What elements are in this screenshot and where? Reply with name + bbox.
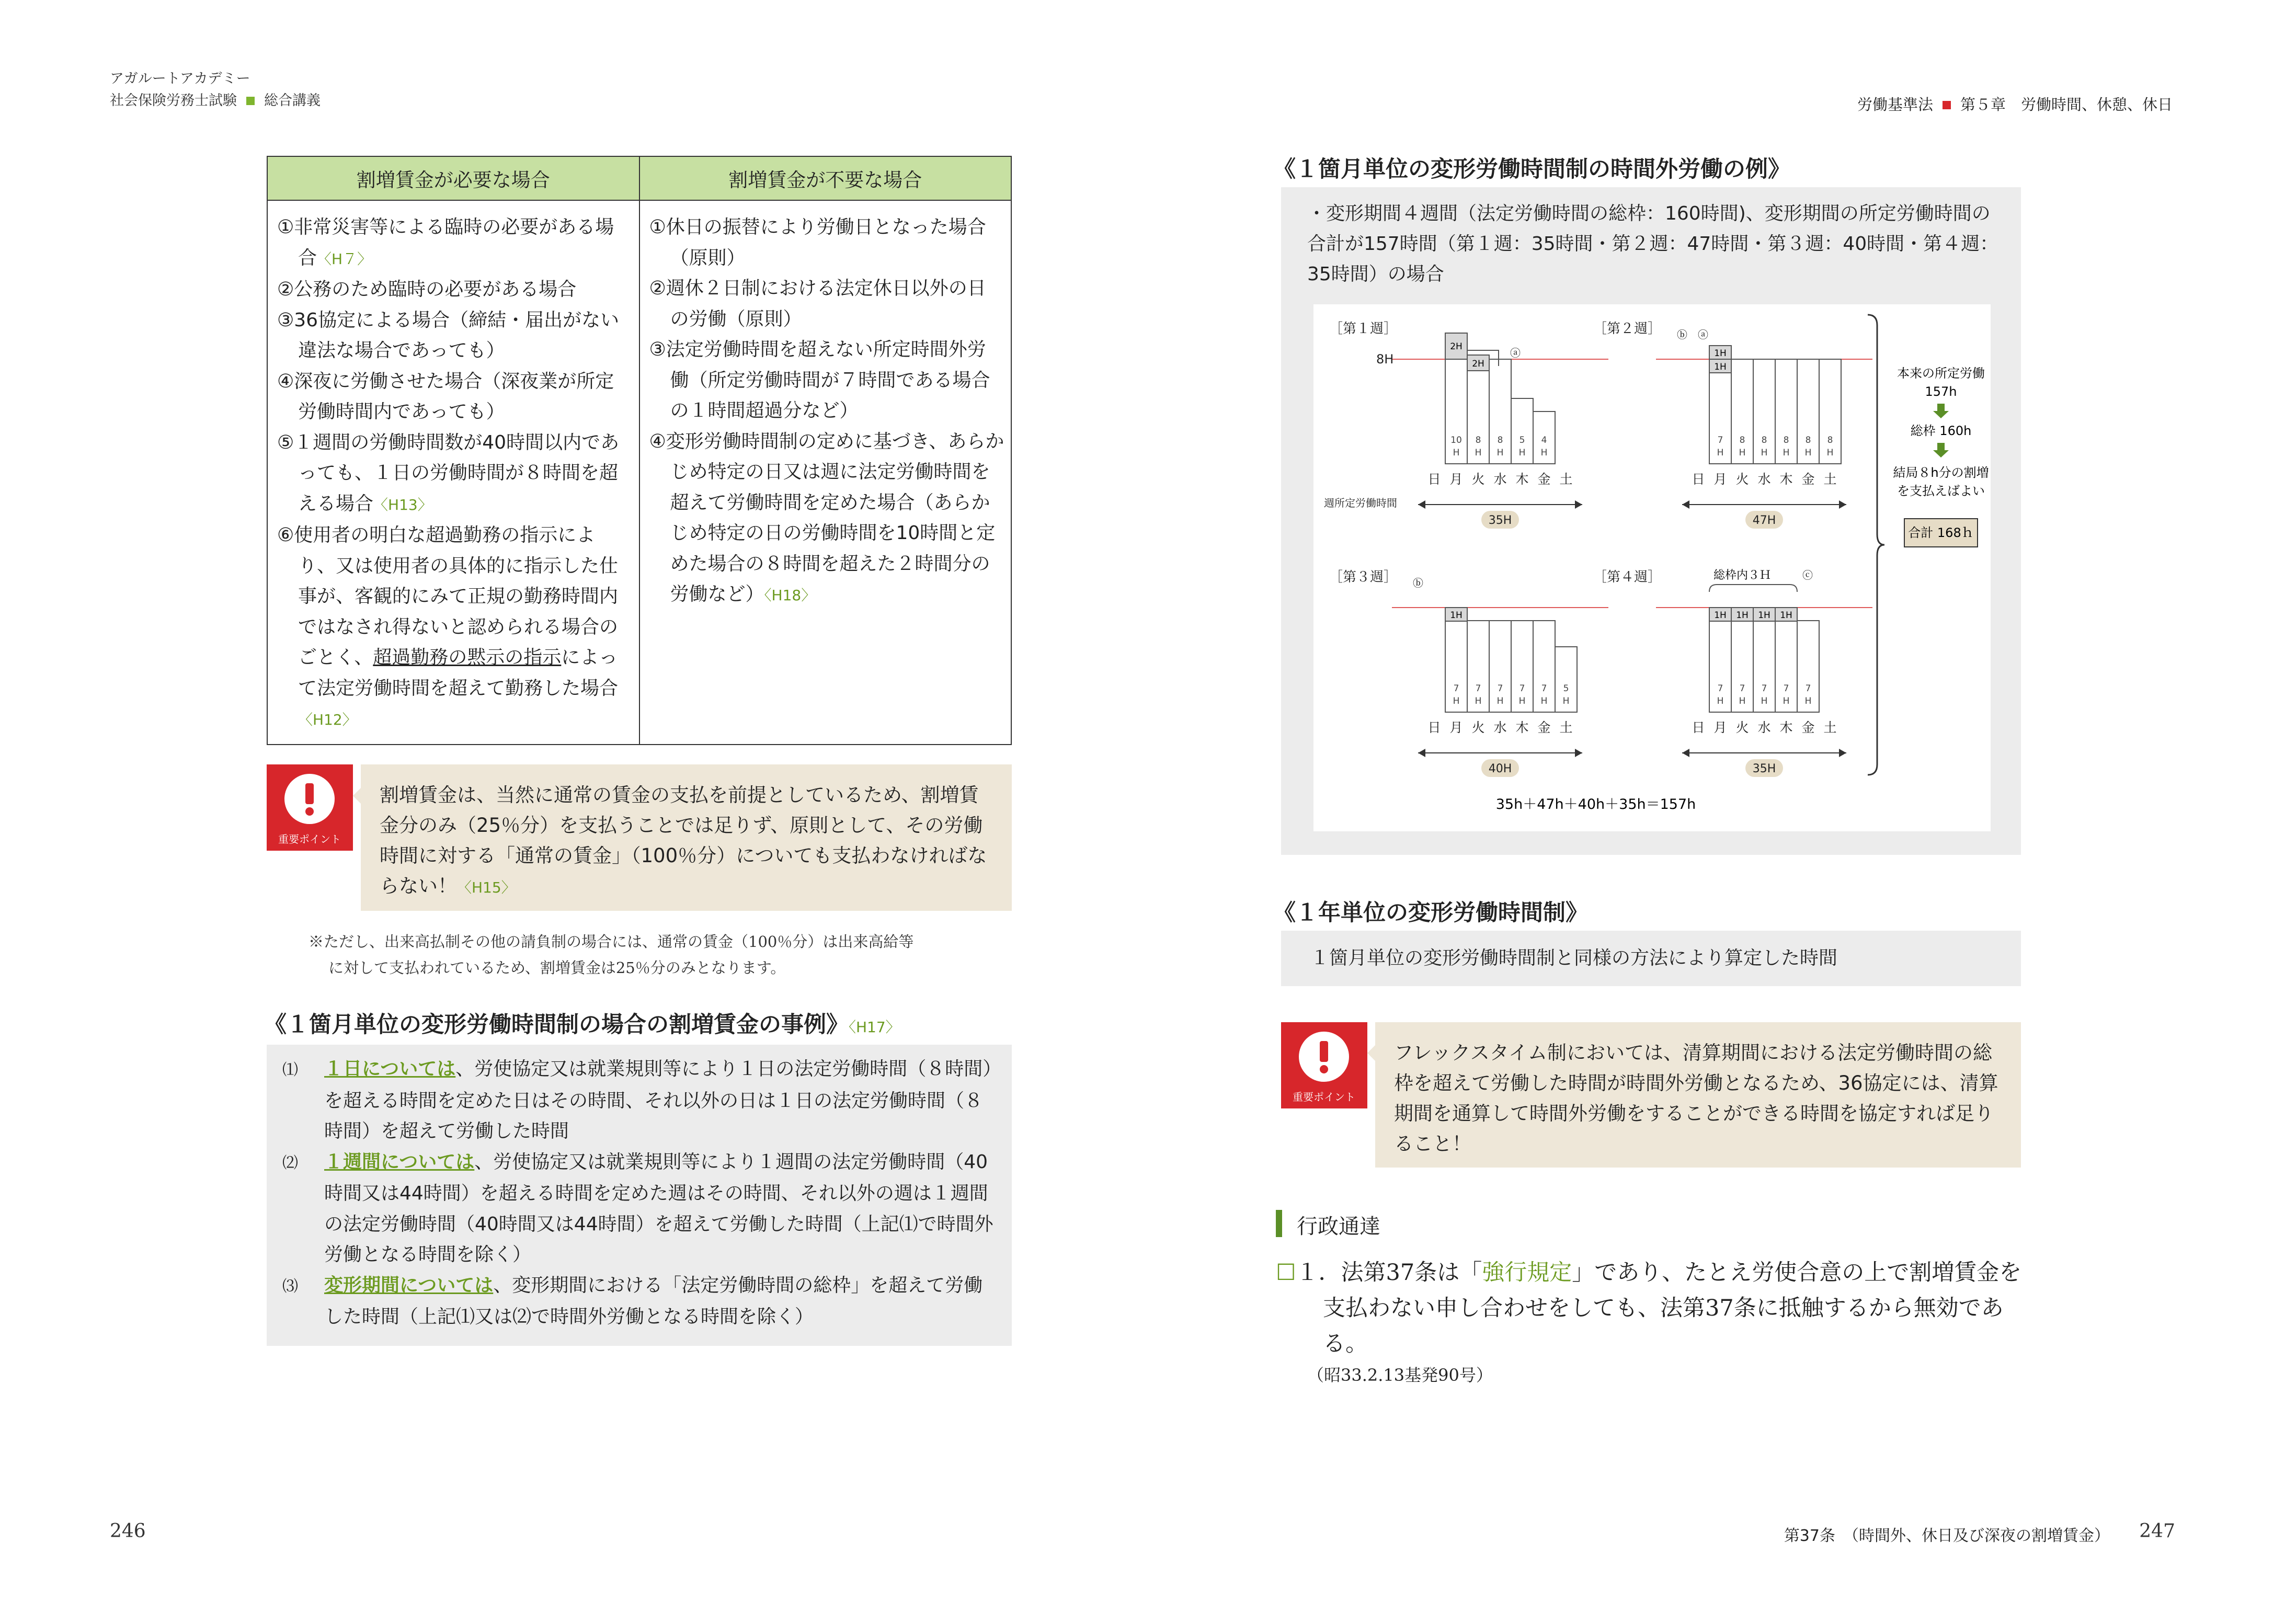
page-number-right: 247 (2139, 1520, 2175, 1542)
day-label: 月 (1449, 720, 1463, 735)
bar-unit: H (1804, 696, 1812, 706)
summary-line: 結局８h分の割増 (1893, 465, 1989, 480)
day-label: 土 (1559, 472, 1573, 487)
arrow-head-left (1682, 749, 1689, 757)
section-marker (1276, 1210, 1282, 1237)
overtime-label: 2H (1450, 341, 1463, 352)
bar-value: 8 (1761, 435, 1767, 445)
list-item: ④深夜に労働させた場合（深夜業が所定労働時間内であっても） (277, 370, 614, 422)
bar-value: 7 (1541, 683, 1547, 694)
important-point-box: 割増賃金は、当然に通常の賃金の支払を前提としているため、割増賃金分のみ（25％分）を支払うことでは足りず、原則として、その労働時間に対する「通常の賃金」（100％分）についても支払わなければならない！〈H15〉 (361, 764, 1012, 911)
bar-unit: H (1826, 448, 1834, 458)
gyosei-title: 行政通達 (1297, 1215, 1380, 1239)
important-point-box: フレックスタイム制においては、清算期間における法定労働時間の総枠を超えて労働した時間が時間外労働となるため、36協定には、清算期間を通算して時間外労働をすることができる時間を協定すれば足りること！ (1375, 1022, 2021, 1168)
bar-value: 8 (1475, 435, 1481, 445)
bar-unit: H (1518, 696, 1526, 706)
bar-unit: H (1804, 448, 1812, 458)
header-right: 労働基準法 第５章 労働時間、休憩、休日 (1857, 96, 2173, 113)
bar-value: 7 (1519, 683, 1525, 694)
bar-value: 7 (1783, 683, 1789, 694)
day-label: 月 (1449, 472, 1463, 487)
bar-unit: H (1783, 696, 1790, 706)
bar-value: 8 (1497, 435, 1503, 445)
marker-a: ⓐ (1698, 328, 1708, 341)
overtime-label: 1H (1450, 610, 1463, 621)
overtime-label: 1H (1714, 362, 1727, 372)
frame-brace (1709, 585, 1797, 592)
bar-value: 5 (1563, 683, 1569, 694)
section-title-overtime-example: 《１箇月単位の変形労働時間制の時間外労働の例》 (1273, 156, 1790, 182)
list-item: ①非常災害等による臨時の必要がある場合〈H７〉 (277, 216, 614, 269)
day-label: 火 (1471, 472, 1485, 487)
bar-value: 7 (1497, 683, 1503, 694)
arrow-head-left (1682, 500, 1689, 509)
red-square-icon (1943, 101, 1951, 109)
course-line: 社会保険労務士試験 総合講義 (110, 93, 321, 109)
bar-unit: H (1453, 696, 1460, 706)
bar-unit: H (1562, 696, 1570, 706)
required-cases-cell (267, 200, 639, 745)
list-item: ②週休２日制における法定休日以外の日の労働（原則） (649, 278, 986, 330)
list-item: ③法定労働時間を超えない所定時間外労働（所定労働時間が７時間である場合の１時間超過分など） (649, 339, 990, 421)
premium-wage-table (267, 156, 1012, 745)
bar-value: 7 (1805, 683, 1811, 694)
bar-value: 8 (1805, 435, 1811, 445)
bar-unit: H (1783, 448, 1790, 458)
overtime-example-bullet: ・変形期間４週間（法定労働時間の総枠：160時間)、変形期間の所定労働時間の合計が157時間（第１週：35時間・第２週：47時間・第３週：40時間・第４週：35時間）の場合 (1307, 203, 1999, 285)
marker-b: ⓑ (1677, 328, 1687, 341)
bar-value: 10 (1450, 435, 1462, 445)
bar-value: 7 (1717, 683, 1723, 694)
section-title-monthly-case: 《１箇月単位の変形労働時間制の場合の割増賃金の事例》〈H17〉 (264, 1012, 900, 1038)
span-label: 35H (1752, 762, 1776, 775)
bar-value: 7 (1475, 683, 1481, 694)
note-text: ※ただし、出来高払制その他の請負制の場合には、通常の賃金（100％分）は出来高給等 に対して支払われているため、割増賃金は25％分のみとなります。 (309, 933, 914, 977)
overtime-label: 1H (1714, 610, 1727, 621)
day-label: 金 (1801, 720, 1815, 735)
list-item: ⑥使用者の明白な超過勤務の指示により、又は使用者の具体的に指示した仕事が、客観的にみて正規の勤務時間内ではなされ得ないと認められる場合のごとく、超過勤務の黙示の指示によって法定労働時間を超えて勤務した場合〈H12〉 (277, 524, 619, 728)
bar-unit: H (1475, 448, 1482, 458)
overtime-label: 1H (1758, 610, 1770, 621)
day-label: 火 (1471, 720, 1485, 735)
day-label: 金 (1537, 720, 1551, 735)
bar-unit: H (1496, 696, 1504, 706)
marker-b: ⓑ (1413, 577, 1423, 589)
day-label: 火 (1735, 472, 1749, 487)
arrow-head-right (1839, 500, 1846, 509)
day-label: 日 (1427, 720, 1441, 735)
bar-unit: H (1717, 448, 1724, 458)
svg-text:重要ポイント: 重要ポイント (278, 833, 341, 845)
bar-unit: H (1761, 448, 1768, 458)
marker-a: ⓐ (1510, 347, 1521, 359)
day-label: 木 (1779, 720, 1793, 735)
down-arrow-icon (1933, 404, 1949, 418)
list-item: ⑶ 変形期間については、変形期間における「法定労働時間の総枠」を超えて労働した時間（上記⑴又は⑵で時間外労働となる時間を除く） (282, 1274, 983, 1328)
checkbox-icon: ☐ (1276, 1260, 1296, 1286)
bar-value: 7 (1761, 683, 1767, 694)
shift-label: 2H (1472, 359, 1484, 369)
bar-unit: H (1540, 448, 1548, 458)
bar-unit: H (1475, 696, 1482, 706)
overtime-example-box (1281, 187, 2021, 855)
list-item: ②公務のため臨時の必要がある場合 (277, 279, 577, 300)
day-label: 月 (1713, 472, 1727, 487)
table-head-required: 割増賃金が必要な場合 (267, 156, 639, 200)
important-point-icon (1281, 1022, 1367, 1108)
bar-value: 8 (1783, 435, 1789, 445)
bar-value: 7 (1453, 683, 1459, 694)
bar-unit: H (1496, 448, 1504, 458)
day-label: 月 (1713, 720, 1727, 735)
summary-line: 本来の所定労働 (1897, 366, 1985, 381)
day-label: 金 (1537, 472, 1551, 487)
svg-text:重要ポイント: 重要ポイント (1293, 1091, 1355, 1103)
span-label: 40H (1488, 762, 1512, 775)
week-label: ［第１週］ (1329, 321, 1398, 337)
arrow-head-right (1575, 749, 1582, 757)
day-label: 日 (1692, 472, 1705, 487)
list-item: ⑴ １日については、労使協定又は就業規則等により１日の法定労働時間（８時間）を超える時間を定めた日はその時間、それ以外の日は１日の法定労働時間（８時間）を超えて労働した時間 (282, 1058, 992, 1142)
bar-unit: H (1739, 696, 1746, 706)
day-label: 土 (1823, 720, 1837, 735)
day-label: 日 (1427, 472, 1441, 487)
day-label: 水 (1493, 472, 1507, 487)
yearly-box: １箇月単位の変形労働時間制と同様の方法により算定した時間 (1281, 931, 2021, 986)
span-label: 47H (1752, 514, 1776, 527)
header-left (110, 68, 321, 112)
marker-c: ⓒ (1802, 569, 1813, 581)
section-title-yearly: 《１年単位の変形労働時間制》 (1273, 900, 1588, 926)
8h-label: 8H (1376, 352, 1394, 367)
bar-value: 8 (1827, 435, 1833, 445)
day-label: 日 (1692, 720, 1705, 735)
green-square-icon (246, 97, 255, 105)
bar-unit: H (1761, 696, 1768, 706)
day-label: 木 (1515, 472, 1529, 487)
bar-value: 7 (1739, 683, 1745, 694)
day-label: 木 (1515, 720, 1529, 735)
list-item: ④変形労働時間制の定めに基づき、あらかじめ特定の日又は週に法定労働時間を超えて労働時間を定めた場合（あらかじめ特定の日の労働時間を10時間と定めた場合の８時間を超えた２時間分の労働など）〈H18〉 (649, 430, 1004, 605)
overtime-label: 1H (1780, 610, 1792, 621)
important-point-icon (267, 764, 353, 851)
day-label: 土 (1823, 472, 1837, 487)
bar-unit: H (1518, 448, 1526, 458)
bar-value: 5 (1519, 435, 1525, 445)
list-item: ①休日の振替により労働日となった場合（原則） (649, 216, 986, 269)
weekly-hours-caption: 週所定労働時間 (1324, 497, 1397, 509)
not-required-cases-cell (639, 200, 1012, 745)
weekly-hours-chart (1313, 304, 1991, 831)
overtime-label: 1H (1714, 348, 1727, 359)
publisher: アガルートアカデミー (110, 71, 250, 87)
list-item: ③36協定による場合（締結・届出がない違法な場合であっても） (277, 309, 620, 361)
page-number-left: 246 (110, 1520, 146, 1542)
week-label: ［第４週］ (1593, 569, 1662, 585)
day-label: 土 (1559, 720, 1573, 735)
day-label: 火 (1735, 720, 1749, 735)
week-label: ［第３週］ (1329, 569, 1398, 585)
summary-line: を支払えばよい (1897, 484, 1985, 498)
overtime-diagram (1313, 304, 1991, 831)
day-label: 金 (1801, 472, 1815, 487)
arrow-head-left (1418, 749, 1425, 757)
day-label: 水 (1493, 720, 1507, 735)
arrow-head-left (1418, 500, 1425, 509)
down-arrow-icon (1933, 443, 1949, 458)
summary-line: 総枠 160h (1910, 424, 1972, 438)
monthly-case-box (267, 1045, 1012, 1346)
bar-unit: H (1453, 448, 1460, 458)
bar-unit: H (1717, 696, 1724, 706)
span-label: 35H (1488, 514, 1512, 527)
bar-value: 7 (1717, 435, 1723, 445)
gyosei-item: ☐１．法第37条は「強行規定」であり、たとえ労使合意の上で割増賃金を 支払わない申し合わせをしても、法第37条に抵触するから無効である。 （昭33.2.13基発90号） (1276, 1260, 2022, 1385)
overtime-label: 1H (1736, 610, 1749, 621)
day-label: 木 (1779, 472, 1793, 487)
table-head-not-required: 割増賃金が不要な場合 (639, 156, 1012, 200)
week-label: ［第２週］ (1593, 321, 1662, 337)
bar-unit: H (1540, 696, 1548, 706)
arrow-head-right (1575, 500, 1582, 509)
footer-article: 第37条 （時間外、休日及び深夜の割増賃金） (1784, 1527, 2110, 1545)
bar-unit: H (1739, 448, 1746, 458)
arrow-head-right (1839, 749, 1846, 757)
bar-value: 8 (1739, 435, 1745, 445)
summary-brace (1868, 315, 1884, 775)
day-label: 水 (1757, 472, 1771, 487)
sum-formula: 35h＋47h＋40h＋35h＝157h (1495, 796, 1696, 813)
list-item: ⑤１週間の労働時間数が40時間以内であっても、１日の労働時間が８時間を超える場合〈H13〉 (277, 431, 620, 514)
day-label: 水 (1757, 720, 1771, 735)
list-item: ⑵ １週間については、労使協定又は就業規則等により１週間の法定労働時間（40時間又は44時間）を超える時間を定めた週はその時間、それ以外の週は１週間の法定労働時間（40時間又は44時間）を超えて労働した時間（上記⑴で時間外労働となる時間を除く） (282, 1151, 993, 1265)
frame-label: 総枠内３Ｈ (1713, 569, 1772, 582)
bar-value: 4 (1541, 435, 1547, 445)
summary-line: 157h (1925, 384, 1957, 399)
total-label: 合計 168ｈ (1908, 525, 1974, 540)
